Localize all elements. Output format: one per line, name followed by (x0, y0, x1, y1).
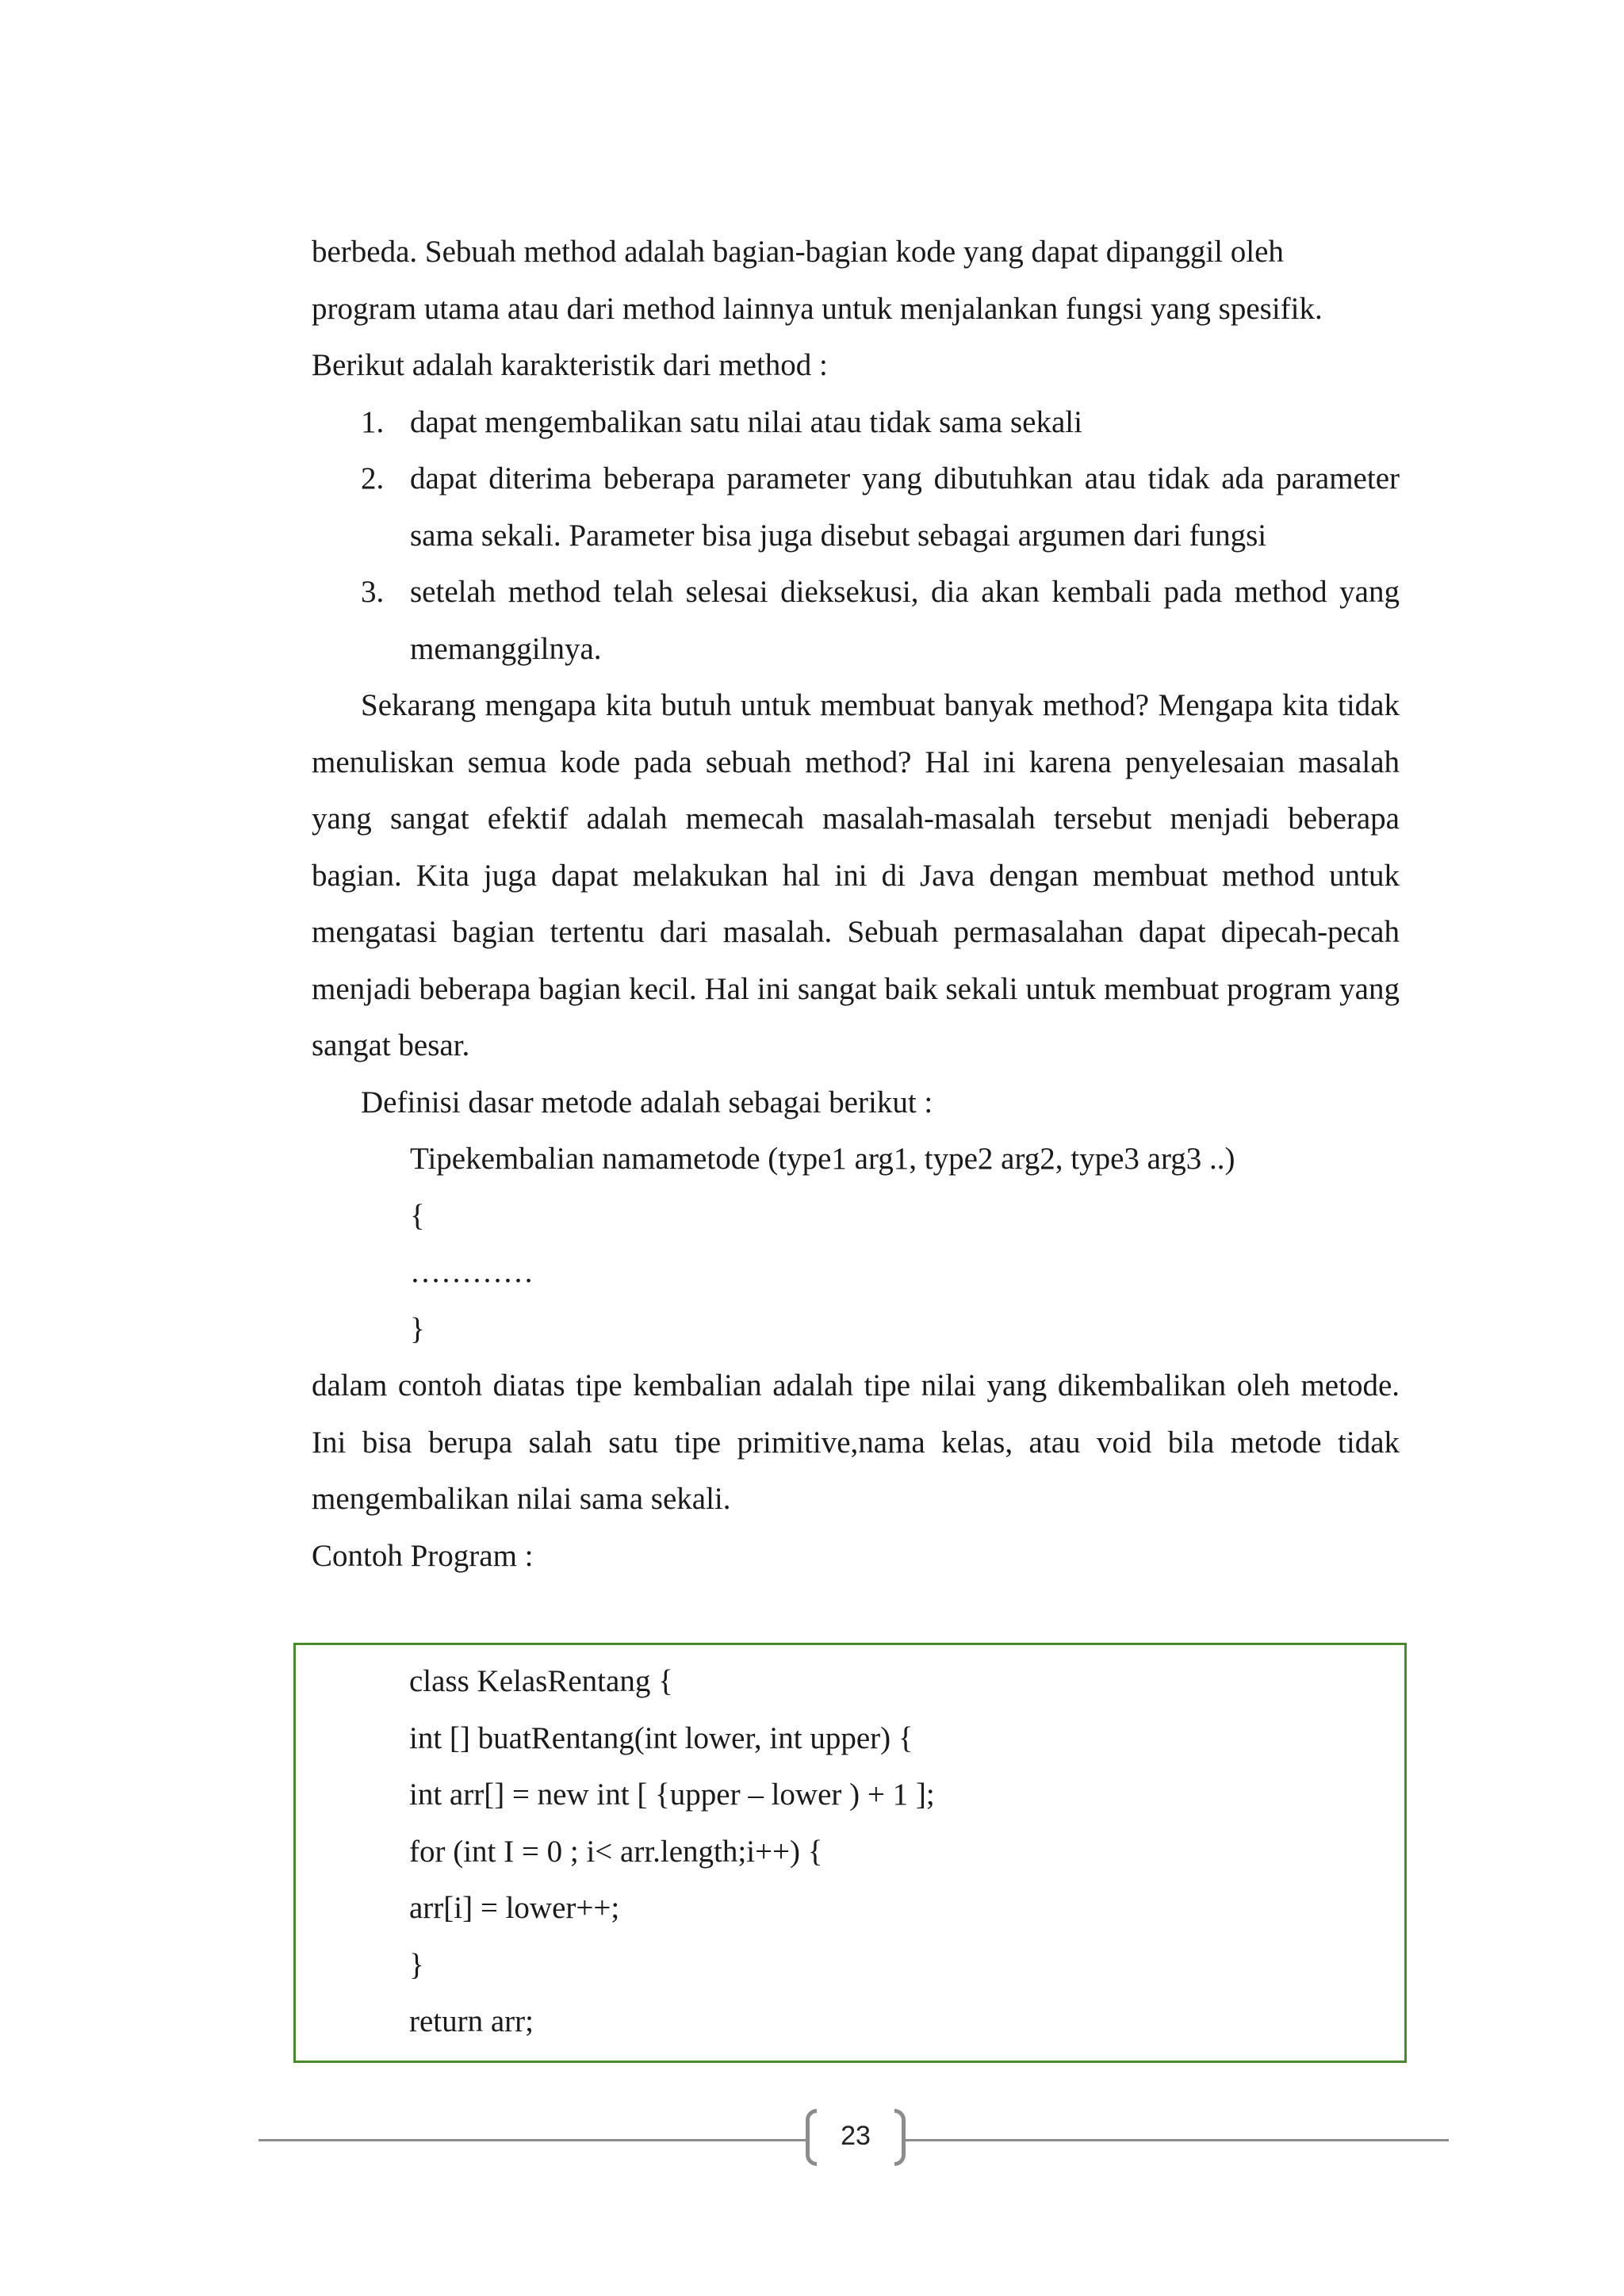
page-number: 23 (841, 2121, 871, 2151)
method-characteristics-list (312, 394, 1400, 678)
page-body (312, 224, 1400, 1584)
footer-rule-right (904, 2139, 1449, 2141)
code-line: class KelasRentang { (409, 1664, 673, 1698)
code-line: } (409, 1947, 424, 1982)
list-item-number: 1. (361, 404, 385, 439)
definition-syntax-line: Tipekembalian namametode (type1 arg1, type2 arg2, type3 arg3 ..) (410, 1142, 1235, 1176)
footer-bracket-right (894, 2109, 906, 2166)
paragraph-intro-line-1: berbeda. Sebuah method adalah bagian-bagian kode yang dapat dipanggil oleh (312, 235, 1284, 269)
list-item (312, 394, 1400, 451)
definition-intro: Definisi dasar metode adalah sebagai berikut : (361, 1085, 933, 1119)
code-example-box (293, 1643, 1407, 2063)
definition-syntax-line: { (410, 1198, 425, 1233)
code-line: return arr; (409, 2004, 534, 2038)
list-item-text: dapat mengembalikan satu nilai atau tidak sama sekali (410, 404, 1082, 439)
list-item-number: 3. (361, 575, 385, 609)
code-line: int arr[] = new int [ {upper – lower ) + 1 ]; (409, 1777, 935, 1812)
footer-rule-left (259, 2139, 806, 2141)
paragraph-intro (312, 224, 1400, 394)
list-item (312, 450, 1400, 564)
code-line: arr[i] = lower++; (409, 1891, 620, 1925)
example-label: Contoh Program : (312, 1538, 534, 1573)
code-line: int [] buatRentang(int lower, int upper) { (409, 1720, 914, 1755)
paragraph-why-methods: Sekarang mengapa kita butuh untuk membuat banyak method? Mengapa kita tidak menuliskan semua kode pada sebuah method? Hal ini karena penyelesaian masalah yang sangat efektif adalah memecah masalah-masalah tersebut menjadi beberapa bagian. Kita juga dapat melakukan hal ini di Java dengan membuat method untuk mengatasi bagian tertentu dari masalah. Sebuah permasalahan dapat dipecah-pecah menjadi beberapa bagian kecil. Hal ini sangat baik sekali untuk membuat program yang sangat besar. (312, 688, 1400, 1062)
definition-syntax-line: ………… (410, 1255, 534, 1289)
definition-syntax (312, 1131, 1400, 1357)
list-item (312, 564, 1400, 677)
footer-bracket-left (806, 2109, 817, 2166)
paragraph-intro-line-3: Berikut adalah karakteristik dari method : (312, 348, 828, 382)
paragraph-return-type: dalam contoh diatas tipe kembalian adalah tipe nilai yang dikembalikan oleh metode. Ini bisa berupa salah satu tipe primitive,nama kelas, atau void bila metode tidak mengembalikan nilai sama sekali. (312, 1368, 1400, 1516)
list-item-text: setelah method telah selesai dieksekusi, dia akan kembali pada method yang memanggilnya. (410, 575, 1400, 666)
list-item-number: 2. (361, 461, 385, 496)
code-line: for (int I = 0 ; i< arr.length;i++) { (409, 1834, 823, 1869)
code-example (409, 1653, 935, 2050)
list-item-text: dapat diterima beberapa parameter yang dibutuhkan atau tidak ada parameter sama sekali. Parameter bisa juga disebut sebagai argumen dari fungsi (410, 461, 1400, 553)
definition-syntax-line: } (410, 1311, 425, 1346)
paragraph-intro-line-2: program utama atau dari method lainnya untuk menjalankan fungsi yang spesifik. (312, 291, 1323, 326)
